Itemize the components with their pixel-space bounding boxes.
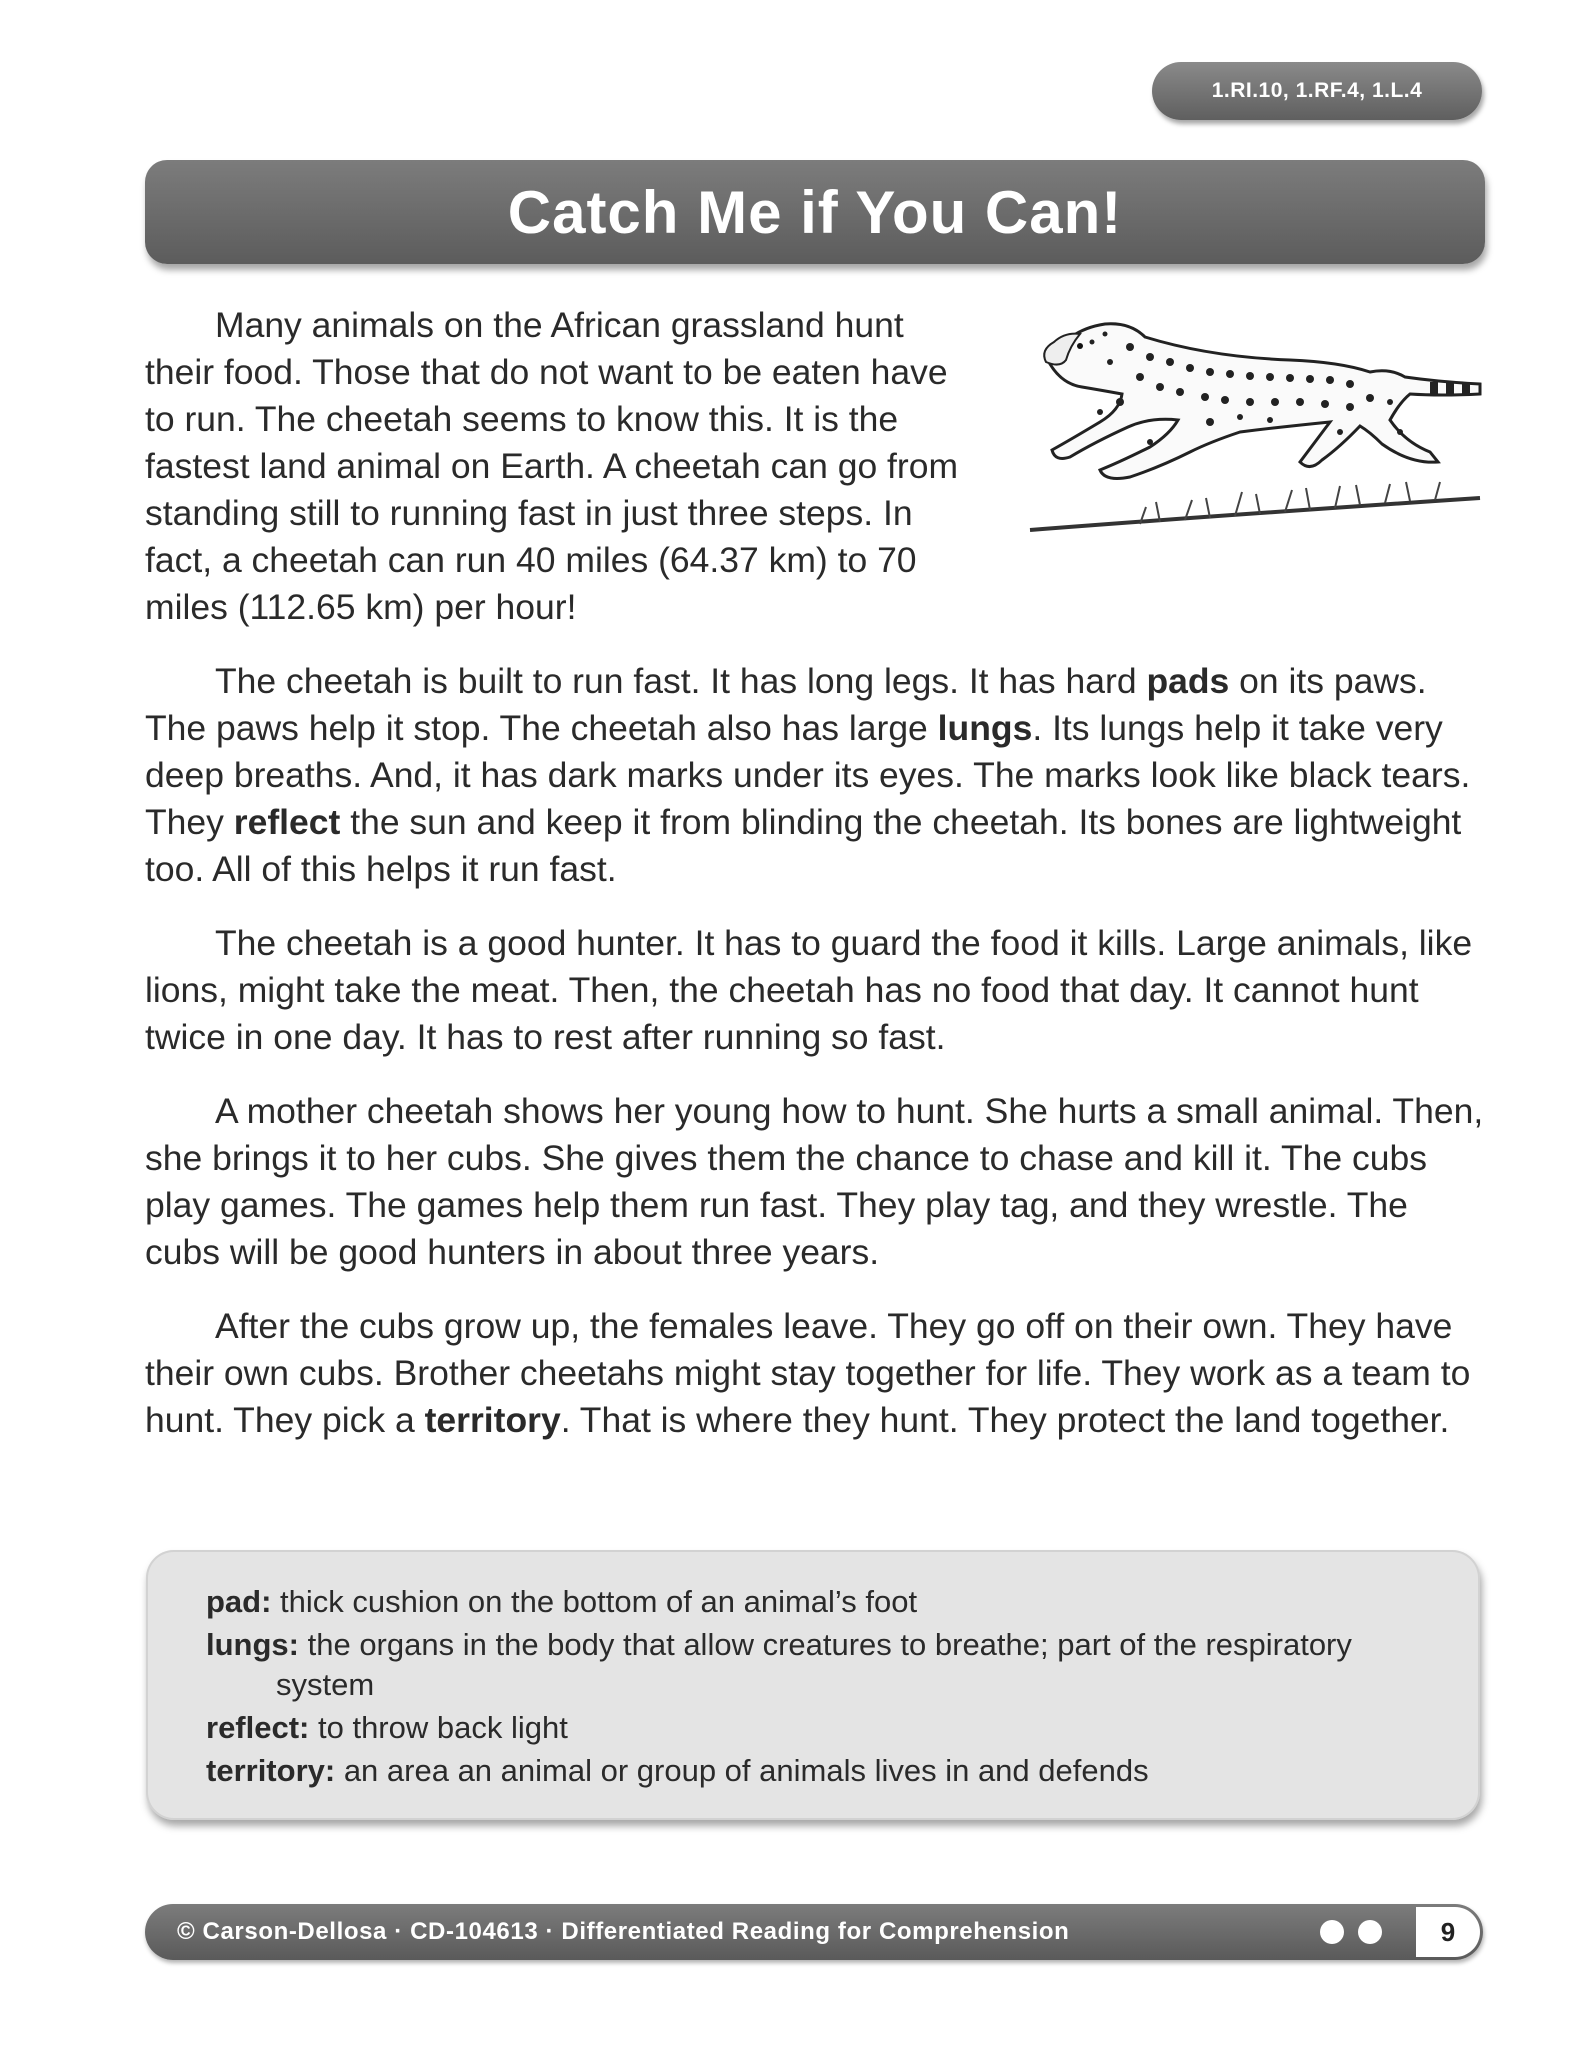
paragraph-2 bbox=[145, 658, 1490, 893]
footer-bar bbox=[145, 1904, 1483, 1960]
glossary-item-pad bbox=[206, 1582, 1446, 1622]
title-banner bbox=[145, 160, 1485, 264]
glossary-definition: an area an animal or group of animals lives in and defends bbox=[335, 1753, 1149, 1788]
standards-badge: 1.RI.10, 1.RF.4, 1.L.4 bbox=[1152, 62, 1482, 120]
text-span: on its paws. The paws help it stop. The cheetah also has large bbox=[145, 661, 1427, 748]
glossary-item-reflect bbox=[206, 1708, 1446, 1748]
glossary-term: reflect: bbox=[206, 1710, 310, 1745]
text-span: The cheetah is built to run fast. It has long legs. It has hard bbox=[215, 661, 1147, 701]
vocab-word-reflect: reflect bbox=[233, 802, 341, 842]
glossary-item-lungs bbox=[206, 1625, 1446, 1705]
glossary-definition: the organs in the body that allow creatures to breathe; part of the respiratory system bbox=[276, 1627, 1352, 1702]
glossary-box bbox=[146, 1550, 1480, 1820]
glossary-term: pad: bbox=[206, 1584, 272, 1619]
text-span: the sun and keep it from blinding the cheetah. Its bones are lightweight too. All of this helps it run fast. bbox=[145, 802, 1462, 889]
cheetah-running-illustration bbox=[1010, 302, 1490, 547]
glossary-definition: to throw back light bbox=[309, 1710, 568, 1745]
glossary-term: lungs: bbox=[206, 1627, 299, 1662]
paragraph-4: A mother cheetah shows her young how to hunt. She hurts a small animal. Then, she brings it to her cubs. She gives them the chance to chase and kill it. The cubs play games. The games help them run fast. They play tag, and they wrestle. The cubs will be good hunters in about three years. bbox=[145, 1091, 1484, 1272]
vocab-word-lungs: lungs bbox=[937, 708, 1033, 748]
glossary-definition: thick cushion on the bottom of an animal’s foot bbox=[271, 1584, 918, 1619]
text-span: . That is where they hunt. They protect the land together. bbox=[560, 1400, 1450, 1440]
vocab-word-territory: territory bbox=[424, 1400, 561, 1440]
paragraph-3: The cheetah is a good hunter. It has to guard the food it kills. Large animals, like lions, might take the meat. Then, the cheetah has no food that day. It cannot hunt twice in one day. It has to rest after running so fast. bbox=[145, 923, 1473, 1057]
paragraph-1: Many animals on the African grassland hunt their food. Those that do not want to be eaten have to run. The cheetah seems to know this. It is the fastest land animal on Earth. A cheetah can go from standing still to running fast in just three steps. In fact, a cheetah can run 40 miles (64.37 km) to 70 miles (112.65 km) per hour! bbox=[145, 305, 959, 627]
text-span: . Its lungs help it take very deep breaths. And, it has dark marks under its eyes. The marks look like black tears. They bbox=[145, 708, 1471, 842]
level-dot-icon bbox=[1320, 1920, 1344, 1944]
article-body bbox=[145, 302, 1490, 1471]
page-number: 9 bbox=[1416, 1907, 1480, 1957]
vocab-word-pads: pads bbox=[1146, 661, 1230, 701]
glossary-item-territory bbox=[206, 1751, 1446, 1791]
glossary-list bbox=[206, 1582, 1446, 1794]
glossary-term: territory: bbox=[206, 1753, 336, 1788]
level-dot-icon bbox=[1358, 1920, 1382, 1944]
paragraph-5 bbox=[145, 1303, 1490, 1444]
page-title: Catch Me if You Can! bbox=[507, 178, 1123, 246]
footer-copyright: © Carson-Dellosa · CD-104613 · Differentiated Reading for Comprehension bbox=[177, 1918, 1070, 1945]
text-span: After the cubs grow up, the females leave. They go off on their own. They have their own cubs. Brother cheetahs might stay together for life. They work as a team to hunt. They pick a bbox=[145, 1306, 1471, 1440]
